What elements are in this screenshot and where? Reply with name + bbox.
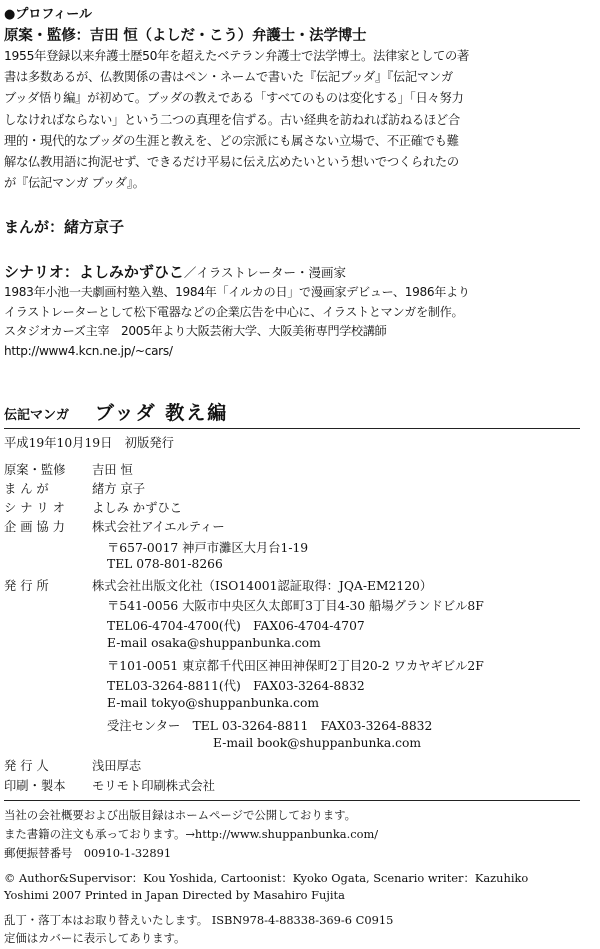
colophon-value: 緒方 京子 (92, 482, 146, 496)
book-main-title: ブッダ 教え編 (95, 402, 229, 424)
author-bio-line: が『伝記マンガ ブッダ』。 (4, 176, 145, 191)
colophon-label: 原案・監修 (4, 463, 66, 477)
colophon-value: モリモト印刷株式会社 (92, 779, 215, 793)
planning-tel: TEL 078-801-8266 (107, 557, 223, 571)
footer-notice: また書籍の注文も承っております。→http://www.shuppanbunka.com/ (4, 827, 379, 841)
footer-postal: 郵便振替番号 00910-1-32891 (4, 846, 172, 860)
footer-price: 定価はカバーに表示してあります。 (4, 931, 186, 945)
colophon-value: 浅田厚志 (92, 759, 142, 773)
author-bio (4, 46, 594, 194)
publication-date: 平成19年10月19日 初版発行 (4, 436, 174, 450)
scenario-bio-line: http://www4.kcn.ne.jp/~cars/ (4, 344, 173, 359)
colophon-label: 発 行 人 (4, 759, 49, 773)
manga-artist-title: まんが：緒方京子 (4, 218, 125, 236)
footer-copyright: Yoshimi 2007 Printed in Japan Directed by Masahiro Fujita (4, 888, 345, 902)
profile-header: ●プロフィール (4, 7, 93, 22)
colophon-value: よしみ かずひこ (92, 501, 182, 515)
title-divider (4, 428, 580, 429)
osaka-address: 〒541-0056 大阪市中央区久太郎町3丁目4-30 船場グランドビル8F (107, 599, 484, 613)
footer-divider (4, 800, 580, 801)
scenario-bio-line: イラストレーターとして松下電器などの企業広告を中心に、イラストとマンガを制作。 (4, 304, 464, 319)
scenario-writer-role: ／イラストレーター・漫画家 (183, 265, 346, 280)
colophon-row-author (4, 460, 133, 478)
colophon-row-manga (4, 479, 145, 497)
osaka-email: E-mail osaka@shuppanbunka.com (107, 636, 321, 650)
tokyo-email: E-mail tokyo@shuppanbunka.com (107, 696, 320, 710)
footer-isbn: 乱丁・落丁本はお取り替えいたします。 ISBN978-4-88338-369-6 C0915 (4, 913, 394, 927)
author-title: 原案・監修：吉田 恒（よしだ・こう）弁護士・法学博士 (4, 27, 367, 44)
author-bio-line: ブッダ悟り編』が初めて。ブッダの教えである「すべてのものは変化する」「日々努力 (4, 91, 464, 106)
author-bio-line: しなければならない」という二つの真理を信ずる。古い経典を訪ねれば訪ねるほど合 (4, 112, 460, 127)
footer-notice: 当社の会社概要および出版目録はホームページで公開しております。 (4, 808, 356, 822)
book-title (4, 398, 228, 425)
colophon-label: 企 画 協 力 (4, 520, 65, 534)
book-series: 伝記マンガ (4, 408, 70, 423)
colophon-row-issuer (4, 756, 141, 774)
author-bio-line: 1955年登録以来弁護士歴50年を超えたベテラン弁護士で法学博士。法律家としての著 (4, 49, 470, 63)
scenario-writer-title (4, 261, 346, 282)
order-center-email: E-mail book@shuppanbunka.com (213, 736, 422, 750)
scenario-bio (4, 283, 594, 362)
colophon-value: 株式会社アイエルティー (92, 520, 225, 534)
footer-copyright: © Author&Supervisor：Kou Yoshida, Cartoonist：Kyoko Ogata, Scenario writer：Kazuhiko (4, 871, 529, 885)
scenario-bio-line: スタジオカーズ主宰 2005年より大阪芸術大学、大阪美術専門学校講師 (4, 324, 387, 339)
colophon-value: 株式会社出版文化社（ISO14001認証取得：JQA-EM2120） (92, 579, 433, 593)
scenario-bio-line: 1983年小池一夫劇画村塾入塾、1984年「イルカの日」で漫画家デビュー、1986年より (4, 285, 470, 299)
order-center: 受注センター TEL 03-3264-8811 FAX03-3264-8832 (107, 719, 433, 733)
author-bio-line: 解な仏教用語に拘泥せず、できるだけ平易に伝え広めたいという想いでつくられたの (4, 155, 459, 170)
planning-address: 〒657-0017 神戸市灘区大月台1-19 (107, 541, 309, 555)
colophon-row-printer (4, 776, 215, 794)
tokyo-address: 〒101-0051 東京都千代田区神田神保町2丁目20-2 ワカヤギビル2F (107, 659, 484, 673)
colophon-row-publisher (4, 576, 432, 594)
osaka-tel: TEL06-4704-4700(代) FAX06-4704-4707 (107, 619, 365, 633)
author-bio-line: 理的・現代的なブッダの生涯と教えを、どの宗派にも属さない立場で、不正確でも難 (4, 133, 459, 148)
colophon-label: シ ナ リ オ (4, 501, 65, 515)
colophon-row-planning (4, 517, 225, 535)
colophon-label: ま ん が (4, 482, 49, 496)
scenario-writer-name: シナリオ：よしみかずひこ (4, 263, 184, 281)
author-bio-line: 書は多数あるが、仏教関係の書はペン・ネームで書いた『伝記ブッダ』『伝記マンガ (4, 70, 453, 85)
colophon-label: 印刷・製本 (4, 779, 66, 793)
colophon-row-scenario (4, 498, 182, 516)
colophon-value: 吉田 恒 (92, 463, 133, 477)
tokyo-tel: TEL03-3264-8811(代) FAX03-3264-8832 (107, 679, 365, 693)
colophon-label: 発 行 所 (4, 579, 49, 593)
